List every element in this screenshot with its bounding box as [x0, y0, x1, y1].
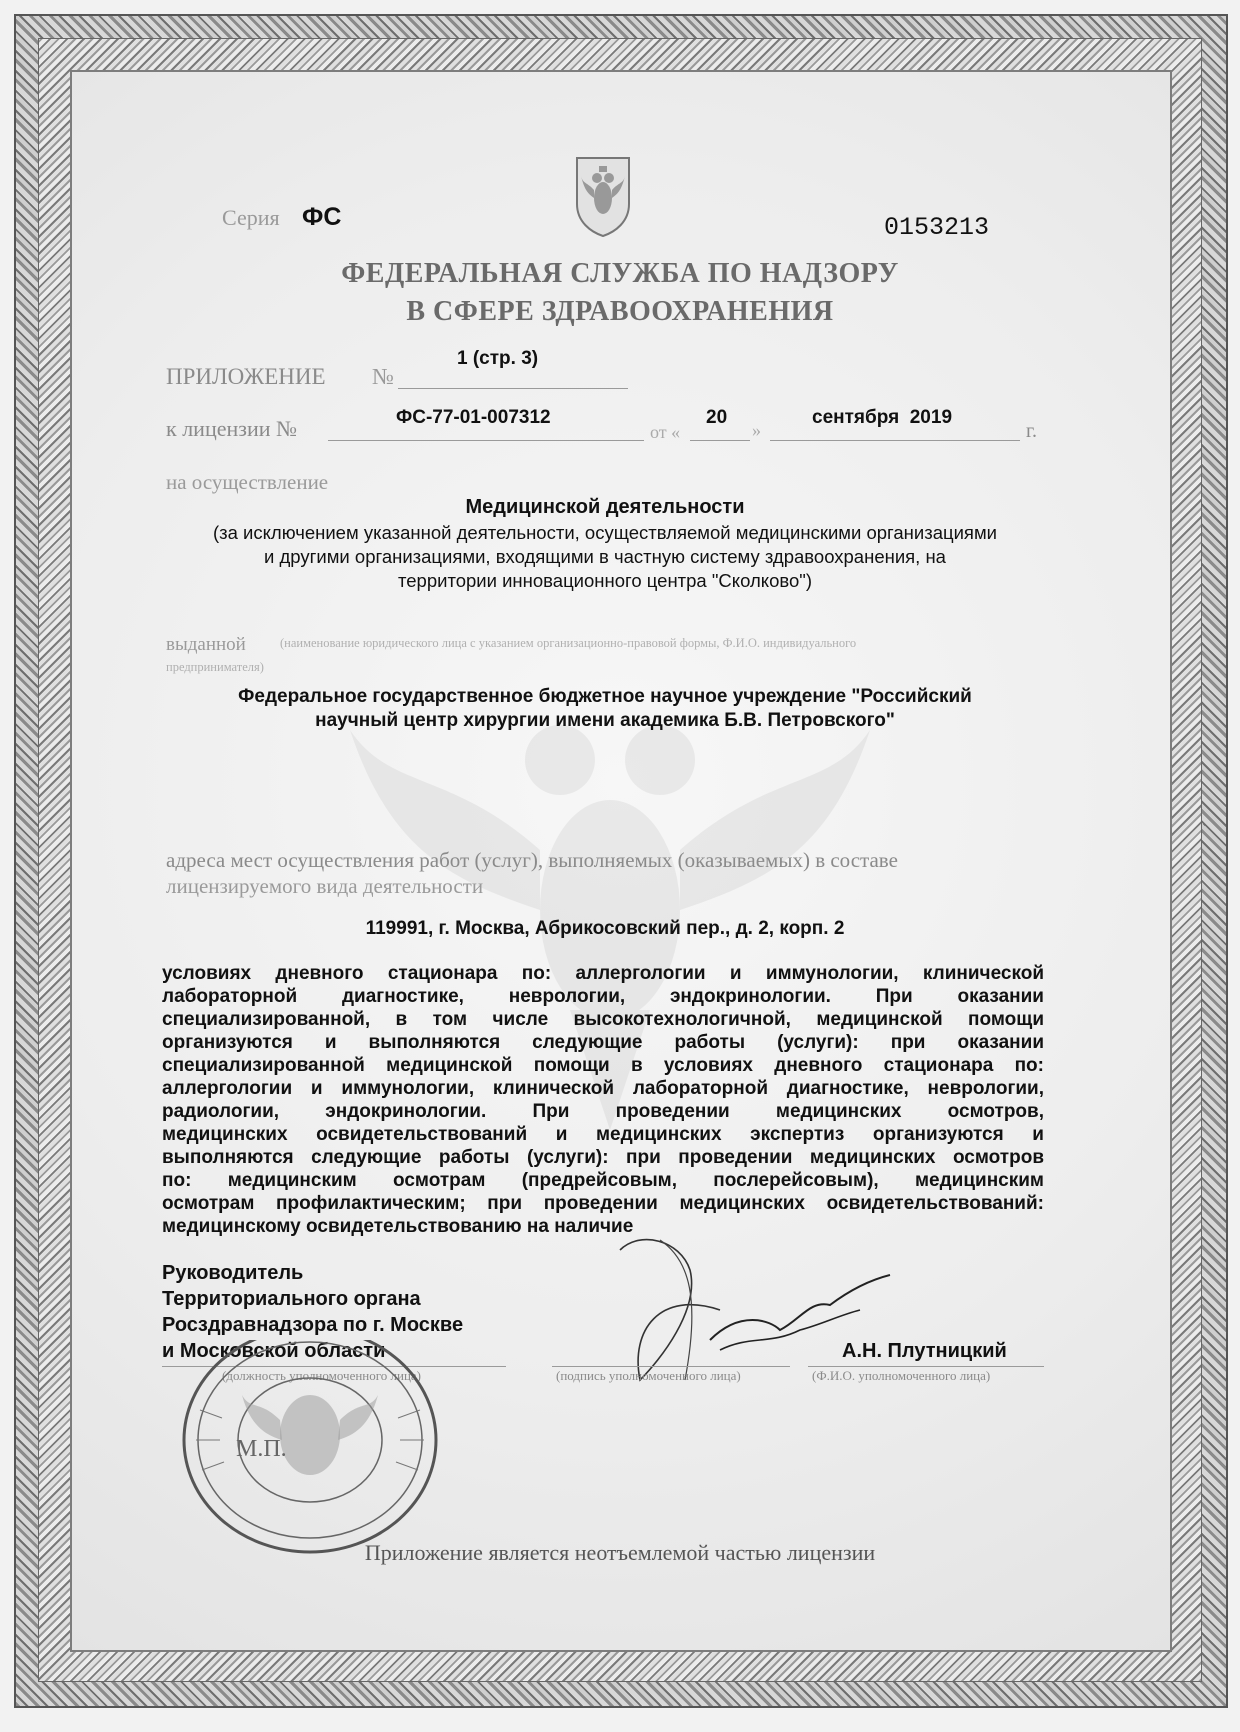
- appendix-label: ПРИЛОЖЕНИЕ: [166, 364, 326, 389]
- services-line: специализированной, в том числе высокотехнологичной, медицинской помощи: [162, 1009, 1044, 1030]
- signer-position-line: и Московской области: [162, 1340, 386, 1362]
- license-date-from-label: от «: [650, 422, 681, 442]
- signer-position-line: Территориального органа: [162, 1288, 421, 1310]
- license-label: к лицензии №: [166, 416, 297, 441]
- license-year-suffix: г.: [1026, 420, 1037, 442]
- signer-name: А.Н. Плутницкий: [842, 1340, 1007, 1362]
- hint-name: (Ф.И.О. уполномоченного лица): [812, 1368, 991, 1383]
- work-address: 119991, г. Москва, Абрикосовский пер., д. 2, корп. 2: [365, 918, 845, 939]
- coat-of-arms-icon: [573, 154, 633, 238]
- license-month-year: сентября 2019: [812, 407, 953, 428]
- issued-label: выданной: [166, 634, 246, 655]
- addresses-label-line2: лицензируемого вида деятельности: [166, 874, 484, 898]
- official-seal-icon: [170, 1340, 450, 1560]
- activity-desc-line2: и другими организациями, входящими в частную систему здравоохранения, на: [264, 546, 946, 567]
- activity-desc-line3: территории инновационного центра "Сколково"): [397, 570, 812, 591]
- activity-label: на осуществление: [166, 470, 329, 494]
- services-line: медицинских освидетельствований и медицинских экспертиз организуются и: [162, 1124, 1044, 1145]
- series-label: Серия: [222, 205, 280, 230]
- agency-title-line1: ФЕДЕРАЛЬНАЯ СЛУЖБА ПО НАДЗОРУ: [341, 258, 899, 289]
- services-line: радиологии, эндокринологии. При проведении медицинских осмотров,: [162, 1101, 1044, 1122]
- services-paragraph: [162, 962, 1044, 1238]
- series-value: ФС: [302, 203, 342, 231]
- license-quote-close: »: [752, 420, 761, 440]
- hint-position: (должность уполномоченного лица): [222, 1368, 422, 1383]
- license-day: 20: [706, 407, 728, 428]
- services-line: лабораторной диагностике, неврологии, эндокринологии. При оказании: [162, 986, 1044, 1007]
- services-line: аллергологии и иммунологии, клинической лабораторной диагностике, неврологии,: [162, 1078, 1044, 1099]
- services-line: осмотрам профилактическим; при проведении медицинских освидетельствований:: [162, 1193, 1044, 1214]
- services-line: специализированной медицинской помощи в условиях дневного стационара по:: [162, 1055, 1044, 1076]
- footer-note: Приложение является неотъемлемой частью лицензии: [364, 1540, 876, 1565]
- activity-title: Медицинской деятельности: [465, 496, 745, 518]
- services-line: по: медицинским осмотрам (предрейсовым, послерейсовым), медицинским: [162, 1170, 1044, 1191]
- hint-signature: (подпись уполномоченного лица): [556, 1368, 741, 1383]
- issued-hint-line1: (наименование юридического лица с указанием организационно-правовой формы, Ф.И.О. индивидуального: [280, 636, 857, 650]
- activity-desc-line1: (за исключением указанной деятельности, осуществляемой медицинскими организациями: [212, 522, 998, 543]
- issued-hint-line2: предпринимателя): [166, 660, 264, 674]
- appendix-number-value: 1 (стр. 3): [457, 348, 539, 369]
- document-number: 0153213: [884, 213, 990, 242]
- signer-position-line: Росздравнадзора по г. Москве: [162, 1314, 464, 1336]
- services-line: условиях дневного стационара по: аллергологии и иммунологии, клинической: [162, 963, 1044, 984]
- services-line: медицинскому освидетельствованию на наличие: [162, 1216, 634, 1237]
- organization-name-line1: Федеральное государственное бюджетное научное учреждение "Российский: [238, 686, 972, 707]
- stamp-label: М.П.: [236, 1436, 287, 1462]
- license-number: ФС-77-01-007312: [396, 407, 551, 428]
- addresses-label-line1: адреса мест осуществления работ (услуг), выполняемых (оказываемых) в составе: [166, 848, 898, 872]
- appendix-number-sign: №: [372, 364, 394, 389]
- organization-name-line2: научный центр хирургии имени академика Б.В. Петровского": [315, 710, 895, 731]
- services-line: организуются и выполняются следующие работы (услуги): при оказании: [162, 1032, 1044, 1053]
- agency-title-line2: В СФЕРЕ ЗДРАВООХРАНЕНИЯ: [406, 296, 834, 327]
- services-line: выполняются следующие работы (услуги): при проведении медицинских осмотров: [162, 1147, 1044, 1168]
- signer-position-line: Руководитель: [162, 1262, 304, 1284]
